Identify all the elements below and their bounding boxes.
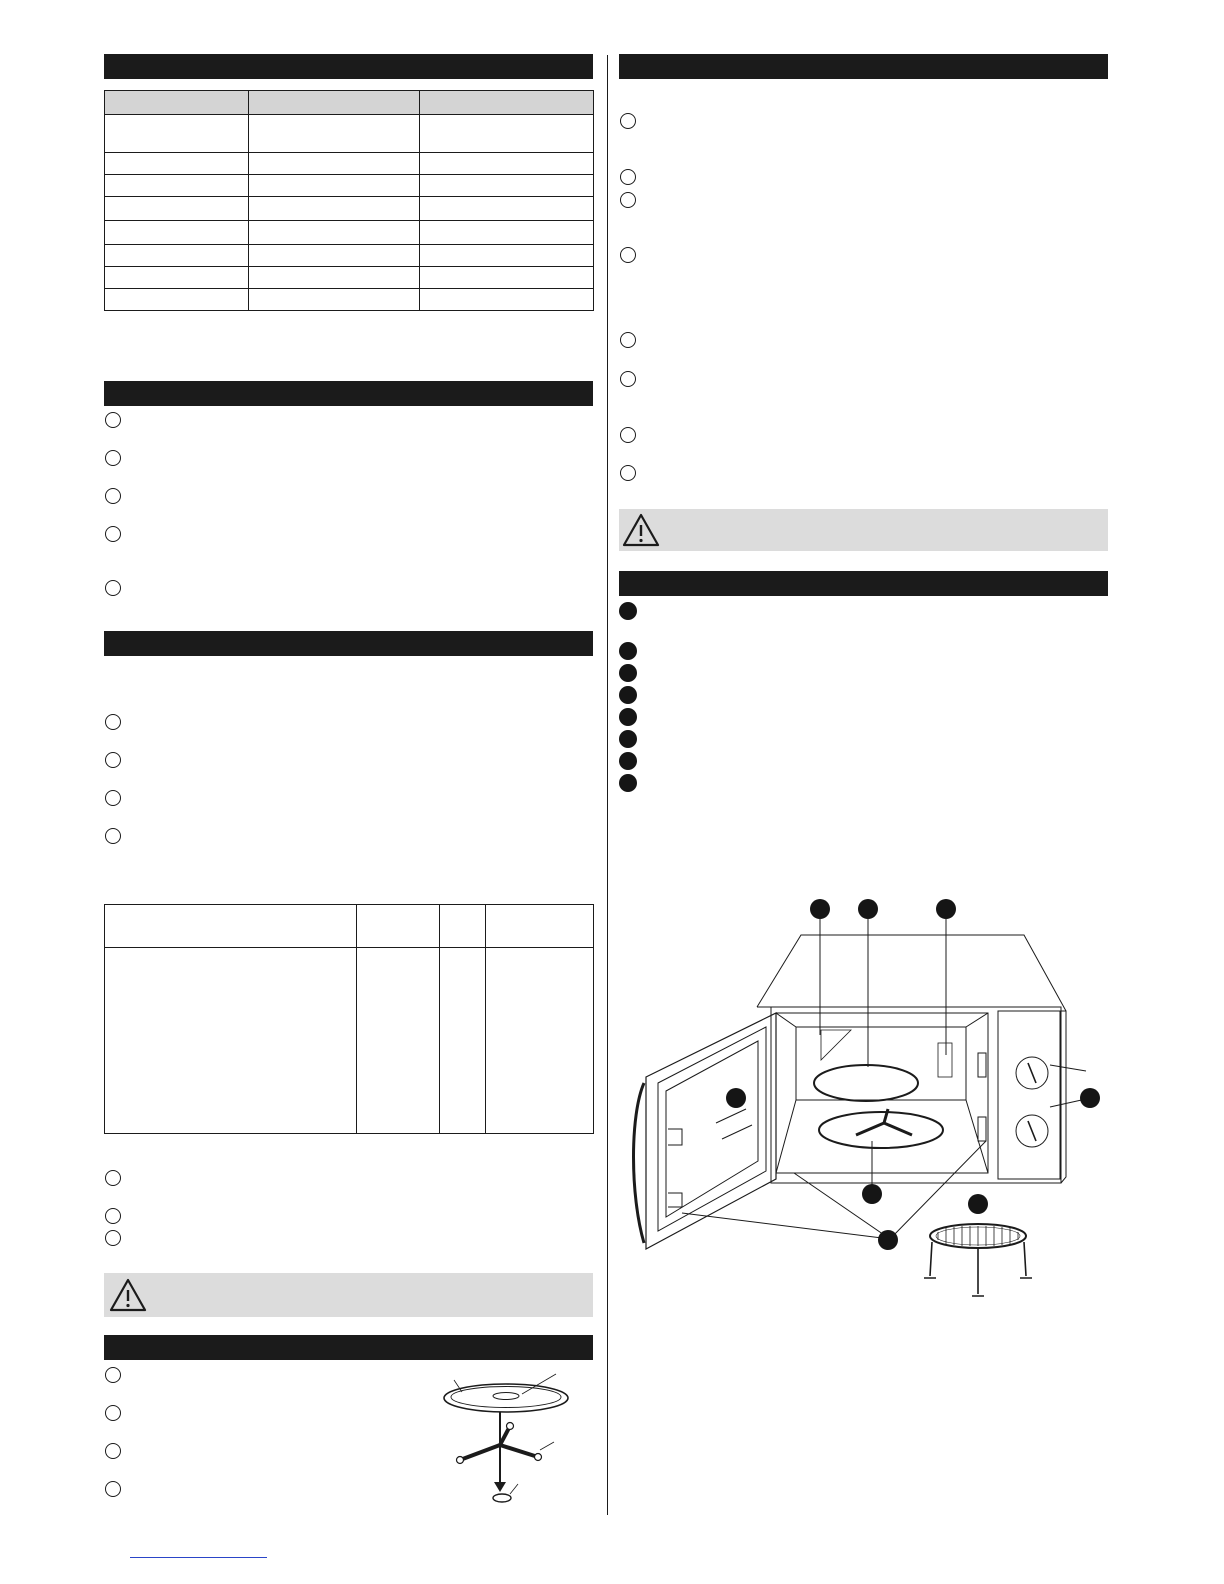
numbered-marker-icon <box>619 602 637 620</box>
list-marker-icon <box>105 1230 121 1246</box>
numbered-marker-icon <box>619 642 637 660</box>
list-marker-icon <box>620 169 636 185</box>
numbered-marker-icon <box>619 730 637 748</box>
table-row <box>105 948 594 1134</box>
warning-box <box>104 1273 593 1317</box>
section-header-bar-4 <box>104 1335 593 1360</box>
list-marker-icon <box>620 332 636 348</box>
section-header-bar-specifications <box>104 54 593 79</box>
cookware-table <box>104 904 594 1134</box>
section-header-bar-6 <box>619 571 1108 596</box>
numbered-marker-icon <box>619 774 637 792</box>
list-marker-icon <box>105 412 121 428</box>
section-header-bar-3 <box>104 631 593 656</box>
list-marker-icon <box>105 1405 121 1421</box>
list-marker-icon <box>620 113 636 129</box>
list-marker-icon <box>105 526 121 542</box>
list-marker-icon <box>105 752 121 768</box>
table-row <box>105 221 594 245</box>
table-row <box>105 175 594 197</box>
list-marker-icon <box>105 580 121 596</box>
grill-rack-illustration <box>918 1208 1038 1318</box>
table-row <box>105 245 594 267</box>
list-marker-icon <box>105 1443 121 1459</box>
list-marker-icon <box>620 192 636 208</box>
list-marker-icon <box>105 714 121 730</box>
warning-triangle-icon <box>108 1277 148 1313</box>
section-header-bar-5 <box>619 54 1108 79</box>
numbered-marker-icon <box>619 708 637 726</box>
numbered-marker-icon <box>619 664 637 682</box>
list-marker-icon <box>105 488 121 504</box>
numbered-marker-icon <box>619 752 637 770</box>
column-divider <box>607 55 608 1515</box>
table-row <box>105 267 594 289</box>
list-marker-icon <box>105 1481 121 1497</box>
table-row <box>105 153 594 175</box>
list-marker-icon <box>105 1367 121 1383</box>
table-row <box>105 197 594 221</box>
list-marker-icon <box>620 427 636 443</box>
specifications-table <box>104 90 594 311</box>
list-marker-icon <box>620 247 636 263</box>
warning-triangle-icon <box>621 512 661 548</box>
table-row <box>105 115 594 153</box>
list-marker-icon <box>105 1208 121 1224</box>
list-marker-icon <box>105 1170 121 1186</box>
warning-box <box>619 509 1108 551</box>
list-marker-icon <box>105 828 121 844</box>
turntable-assembly-illustration <box>430 1360 580 1510</box>
table-header-row <box>105 905 594 948</box>
table-header-row <box>105 91 594 115</box>
list-marker-icon <box>105 790 121 806</box>
list-marker-icon <box>620 371 636 387</box>
numbered-marker-icon <box>619 686 637 704</box>
section-header-bar-2 <box>104 381 593 406</box>
list-marker-icon <box>620 465 636 481</box>
list-marker-icon <box>105 450 121 466</box>
table-row <box>105 289 594 311</box>
footer-link-underline[interactable] <box>130 1557 267 1558</box>
